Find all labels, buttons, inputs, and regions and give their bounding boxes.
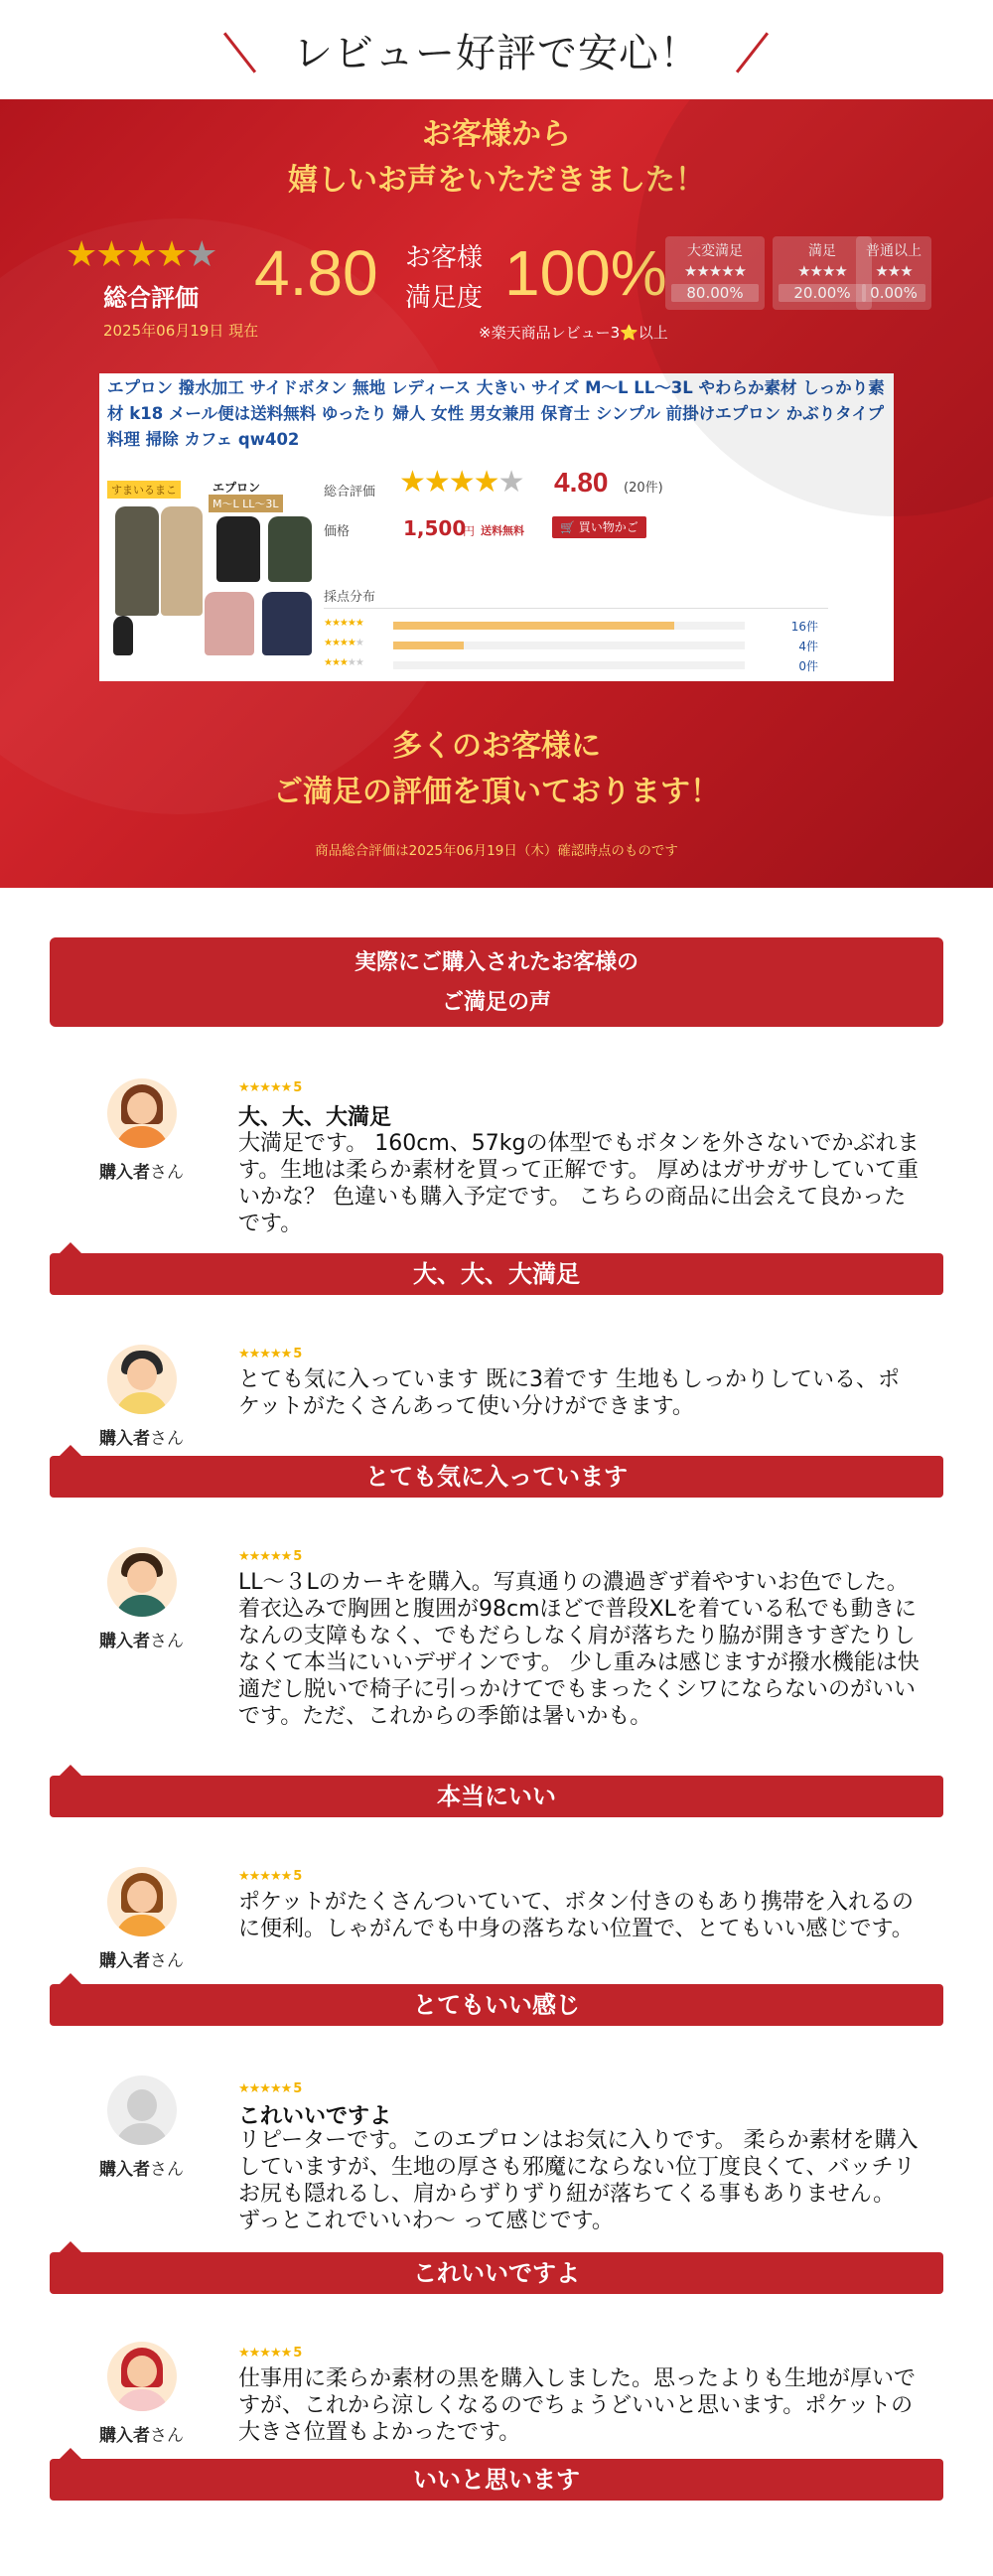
- review-stars: ★★★★★ 5: [238, 1347, 302, 1361]
- buyer-suffix: さん: [150, 1951, 184, 1971]
- distribution-row-3: [324, 657, 828, 675]
- cart-button-label: 買い物かご: [578, 520, 638, 534]
- buyer-label: 購入者: [99, 2426, 150, 2446]
- review-title: これいいですよ: [238, 2104, 392, 2129]
- distribution-count[interactable]: 16件: [790, 620, 818, 634]
- review-stars: ★★★★★ 5: [238, 1080, 302, 1095]
- distribution-stars: ★★★★★: [324, 657, 363, 668]
- distribution-bar: [393, 642, 745, 649]
- model-legs: [113, 616, 133, 655]
- review-body: とても気に入っています 既に3着です 生地もしっかりしている、ポケットがたくさんあって使い分けができます。: [238, 1367, 900, 1419]
- rating-box-satisfied: [773, 236, 872, 310]
- avatar-body: [115, 1595, 169, 1617]
- review-rating: 5: [293, 1869, 302, 1884]
- customer-voice-heading-2: ご満足の声: [441, 990, 551, 1015]
- review-body: ポケットがたくさんついていて、ボタン付きのもあり携帯を入れるのに便利。しゃがんでも中身の落ちない位置で、とてもいい感じです。: [238, 1890, 915, 1941]
- review-rating: 5: [293, 1549, 302, 1564]
- rating-label: 総合評価: [324, 485, 376, 500]
- distribution-row-5: [324, 618, 828, 636]
- rating-box-title: 満足: [808, 243, 836, 259]
- apron-green: [268, 516, 312, 582]
- avatar: [107, 2342, 177, 2411]
- rating-box-average-or-above: [856, 236, 931, 310]
- distribution-bar: [393, 661, 745, 669]
- rating-box-title: 普通以上: [866, 243, 922, 259]
- shop-badge: すまいるまこ: [107, 481, 181, 499]
- review-stars: ★★★★★ 5: [238, 2346, 302, 2361]
- review-rating: 5: [293, 1347, 302, 1361]
- distribution-count[interactable]: 0件: [798, 659, 818, 673]
- distribution-bar: [393, 622, 745, 630]
- customer-voice-heading: [50, 937, 943, 1027]
- rating-box-percent: 0.00%: [862, 284, 925, 302]
- satisfaction-label-2: 満足度: [405, 283, 484, 313]
- rating-box-percent: 80.00%: [671, 284, 759, 302]
- avatar-body: [115, 1392, 169, 1414]
- satisfaction-label: [405, 238, 483, 318]
- distribution-label: 採点分布: [324, 590, 376, 605]
- customer-voice-heading-1: 実際にご購入されたお客様の: [354, 950, 638, 975]
- avatar-face: [127, 1881, 157, 1913]
- card-star-rating: ★★★★★: [399, 465, 523, 500]
- review-summary-band: 本当にいい: [50, 1776, 943, 1817]
- price-label: 価格: [324, 524, 351, 539]
- buyer-name: [99, 1627, 184, 1651]
- avatar: [107, 2075, 177, 2145]
- rating-box-very-satisfied: [665, 236, 765, 310]
- card-review-count[interactable]: (20件): [624, 481, 663, 496]
- rating-box-stars: ★★★★★: [683, 262, 747, 280]
- buyer-suffix: さん: [150, 1632, 184, 1651]
- avatar-face: [127, 2089, 157, 2121]
- buyer-name: [99, 2155, 184, 2180]
- overall-label: 総合評価: [103, 284, 199, 312]
- avatar-face: [127, 1092, 157, 1124]
- image-tag: エプロン: [213, 481, 261, 495]
- closing-line-1: 多くのお客様に: [392, 729, 601, 764]
- avatar: [107, 1867, 177, 1936]
- product-title-link[interactable]: エプロン 撥水加工 サイドボタン 無地 レディース 大きい サイズ M～L LL～3L やわらか素材 しっかり素材 k18 メール便は送料無料 ゆったり 婦人 女性 男女兼用 保育士 シンプル 前掛けエプロン かぶりタイプ 料理 掃除 カフェ qw402: [107, 378, 885, 449]
- review-body: LL～３Lのカーキを購入。写真通りの濃過ぎず着やすいお色でした。 着衣込みで胸囲と腹囲が98cmほどで普段XLを着ている私でも動きになんの支障もなく、でもだらしなく肩が落ちたり脇が開きすぎたりしなくて本当にいいデザインです。 少し重みは感じますが撥水機能は快適だし脱いで椅子に引っかけてでもまったくシワにならないのがいいです。ただ、これからの季節は暑いかも。: [238, 1570, 920, 1729]
- distribution-count[interactable]: 4件: [798, 640, 818, 653]
- rating-box-stars: ★★★: [875, 262, 913, 280]
- product-review-card: [99, 373, 894, 681]
- price-unit: 円: [463, 524, 476, 538]
- review-rating: 5: [293, 2346, 302, 2361]
- review-body: 仕事用に柔らか素材の黒を購入しました。思ったよりも生地が厚いですが、これから涼しくなるのでちょうどいいと思います。ポケットの大きさ位置もよかったです。: [238, 2366, 917, 2445]
- closing-line-2: ご満足の評価を頂いております！: [273, 775, 720, 809]
- buyer-name: [99, 1946, 184, 1971]
- review-stars: ★★★★★ 5: [238, 1549, 302, 1564]
- distribution-stars: ★★★★★: [324, 638, 363, 648]
- avatar-face: [127, 2356, 157, 2387]
- avatar: [107, 1345, 177, 1414]
- apron-navy: [262, 592, 312, 655]
- avatar-body: [115, 2389, 169, 2411]
- rating-footnote: 商品総合評価は2025年06月19日（木）確認時点のものです: [315, 843, 678, 859]
- distribution-bar-fill: [393, 622, 674, 630]
- overall-star-rating: ★★★★★: [66, 234, 216, 275]
- review-summary-band: 大、大、大満足: [50, 1253, 943, 1295]
- review-rating: 5: [293, 2081, 302, 2096]
- buyer-suffix: さん: [150, 1163, 184, 1183]
- review-note: ※楽天商品レビュー3⭐以上: [479, 324, 668, 342]
- review-summary-band: とても気に入っています: [50, 1456, 943, 1498]
- avatar-body: [115, 1915, 169, 1936]
- buyer-label: 購入者: [99, 1951, 150, 1971]
- apron-pink: [205, 592, 254, 655]
- hero-line-1: お客様から: [422, 117, 571, 152]
- distribution-row-4: [324, 638, 828, 655]
- avatar-face: [127, 1561, 157, 1593]
- review-stars: ★★★★★ 5: [238, 1869, 302, 1884]
- buyer-suffix: さん: [150, 2426, 184, 2446]
- overall-date: 2025年06月19日 現在: [103, 322, 259, 340]
- review-summary-banner: [0, 99, 993, 888]
- review-body: リピーターです。このエプロンはお気に入りです。 柔らか素材を購入していますが、生地の厚さも邪魔にならない位丁度良くて、バッチリお尻も隠れるし、肩からずりずり紐が落ちてくる事もありません。 ずっとこれでいいわ〜 って感じです。: [238, 2128, 919, 2233]
- satisfaction-label-1: お客様: [405, 243, 484, 273]
- hero-line-2: 嬉しいお声をいただきました！: [288, 163, 705, 198]
- review-stars: ★★★★★ 5: [238, 2081, 302, 2096]
- avatar-face: [127, 1359, 157, 1390]
- buyer-label: 購入者: [99, 1429, 150, 1449]
- review-rating: 5: [293, 1080, 302, 1095]
- satisfaction-percent: 100%: [504, 237, 667, 309]
- add-to-cart-button[interactable]: [552, 516, 646, 538]
- avatar: [107, 1547, 177, 1617]
- avatar: [107, 1078, 177, 1148]
- rating-box-percent: 20.00%: [779, 284, 866, 302]
- rating-box-title: 大変満足: [687, 243, 743, 259]
- page-title: レビュー好評で安心！: [293, 31, 700, 76]
- card-rating-value: 4.80: [554, 467, 609, 498]
- buyer-label: 購入者: [99, 2160, 150, 2180]
- cart-icon: 🛒: [560, 520, 575, 534]
- apron-black: [216, 516, 260, 582]
- review-summary-band: いいと思います: [50, 2459, 943, 2501]
- distribution-bar-fill: [393, 642, 464, 649]
- buyer-suffix: さん: [150, 2160, 184, 2180]
- overall-score: 4.80: [254, 237, 378, 309]
- product-image[interactable]: [105, 477, 322, 657]
- rating-box-stars: ★★★★: [797, 262, 847, 280]
- avatar-body: [115, 1126, 169, 1148]
- apron-khaki: [115, 506, 159, 616]
- buyer-name: [99, 1158, 184, 1183]
- distribution-divider: [324, 608, 828, 609]
- buyer-label: 購入者: [99, 1632, 150, 1651]
- review-summary-band: これいいですよ: [50, 2252, 943, 2294]
- review-title: 大、大、大満足: [238, 1105, 392, 1130]
- buyer-suffix: さん: [150, 1429, 184, 1449]
- apron-beige: [161, 506, 203, 616]
- buyer-name: [99, 1424, 184, 1449]
- review-summary-band: とてもいい感じ: [50, 1984, 943, 2026]
- page-header: [0, 0, 993, 99]
- buyer-label: 購入者: [99, 1163, 150, 1183]
- buyer-name: [99, 2421, 184, 2446]
- price: 1,500: [403, 516, 467, 540]
- avatar-body: [115, 2123, 169, 2145]
- shipping-free: 送料無料: [481, 524, 524, 537]
- distribution-stars: ★★★★★: [324, 618, 363, 629]
- review-body: 大満足です。 160cm、57kgの体型でもボタンを外さないでかぶれます。生地は柔らか素材を買って正解です。 厚めはガサガサしていて重いかな？ 色違いも購入予定です。 こちらの商品に出会えて良かったです。: [238, 1131, 920, 1236]
- image-sizes: M～L LL～3L: [209, 495, 283, 512]
